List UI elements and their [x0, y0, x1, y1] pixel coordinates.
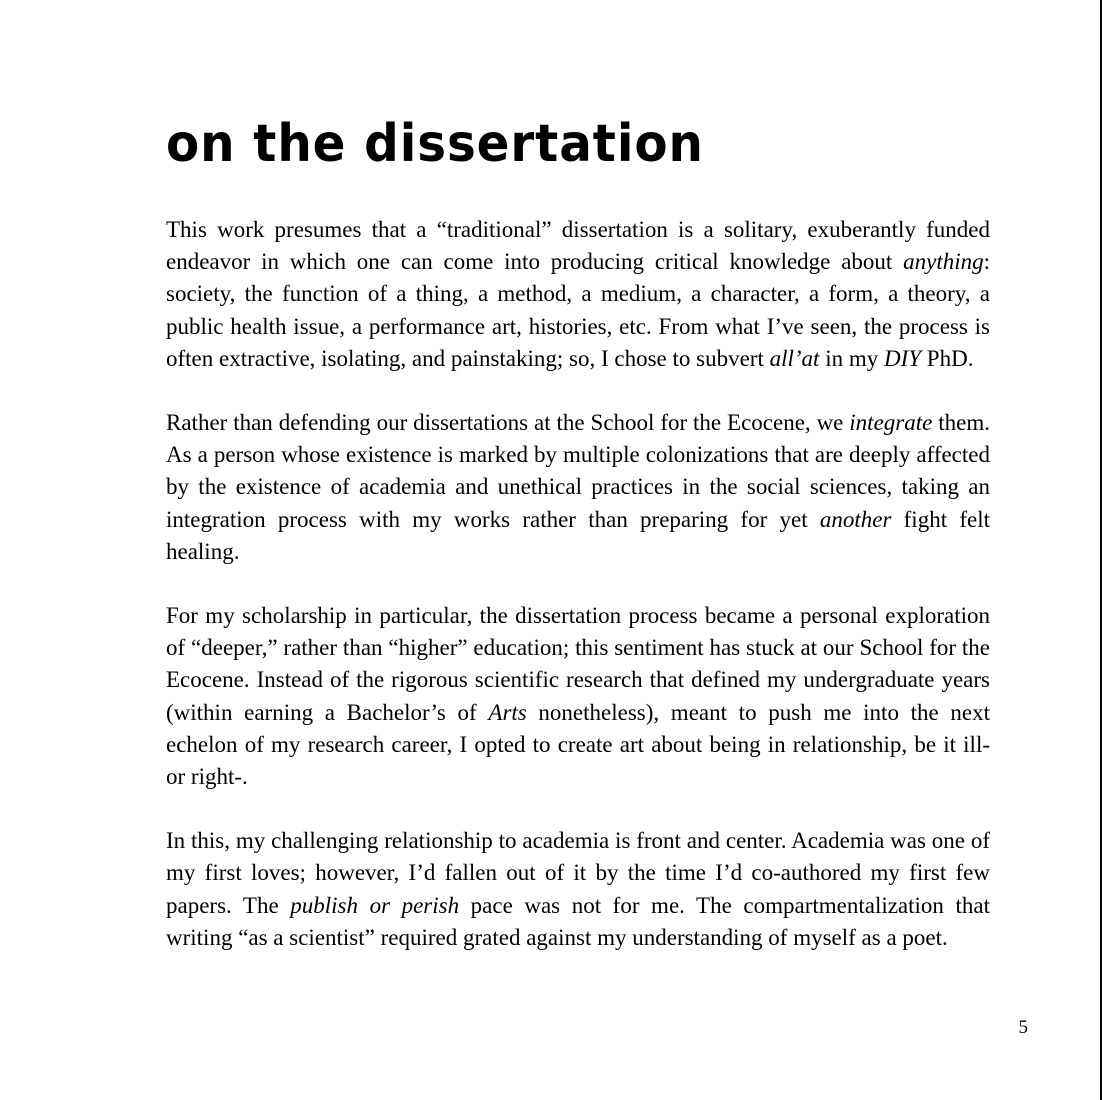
text-run: : society, the function of a thing, a method, a medium, a character, a form, a theory, a public health issue, a performance art, histories, etc. From what I’ve seen, the process is often extractive, isolating, and painstaking; so, I chose to subvert	[166, 249, 990, 371]
emphasis-text: all’at	[769, 345, 820, 371]
emphasis-text: DIY	[883, 345, 922, 371]
text-run: In this, my challenging relationship to academia is front and center. Academia was one of my first loves; however, I’d fallen out of it by the time I’d co-authored my first few papers. The	[166, 828, 990, 918]
text-run: nonetheless), meant to push me into the next echelon of my research career, I opted to create art about being in relationship, be it ill- or right-.	[166, 699, 990, 790]
text-run: For my scholarship in particular, the dissertation process became a personal exploration of “deeper,” rather than “higher” education; this sentiment has stuck at our School for the Ecocene. Instead of the rigorous scientific research that defined my undergraduate years (within earning a Bachelor’s of	[166, 603, 990, 725]
text-run: them. As a person whose existence is marked by multiple colonizations that are deeply affected by the existence of academia and unethical practices in the social sciences, taking an integration process with my works rather than preparing for yet	[166, 410, 990, 532]
emphasis-text: Arts	[488, 699, 527, 725]
page-number: 5	[1018, 1017, 1028, 1038]
text-run: This work presumes that a “traditional” dissertation is a solitary, exuberantly funded endeavor in which one can come into producing critical knowledge about	[166, 217, 990, 275]
emphasis-text: anything	[903, 249, 984, 275]
text-run: fight felt healing.	[166, 506, 990, 564]
emphasis-text: integrate	[849, 410, 933, 436]
paragraph	[166, 600, 990, 793]
paragraph	[166, 407, 990, 568]
emphasis-text: publish or perish	[290, 892, 460, 918]
body-text	[166, 214, 990, 954]
paragraph	[166, 214, 990, 375]
paragraph	[166, 825, 990, 954]
text-run: PhD.	[921, 345, 974, 371]
text-run: pace was not for me. The compartmentalization that writing “as a scientist” required grated against my understanding of myself as a poet.	[166, 892, 990, 950]
text-run: Rather than defending our dissertations at the School for the Ecocene, we	[166, 410, 850, 436]
page-title: on the dissertation	[166, 114, 704, 174]
text-run: in my	[819, 345, 884, 371]
emphasis-text: another	[819, 506, 892, 532]
